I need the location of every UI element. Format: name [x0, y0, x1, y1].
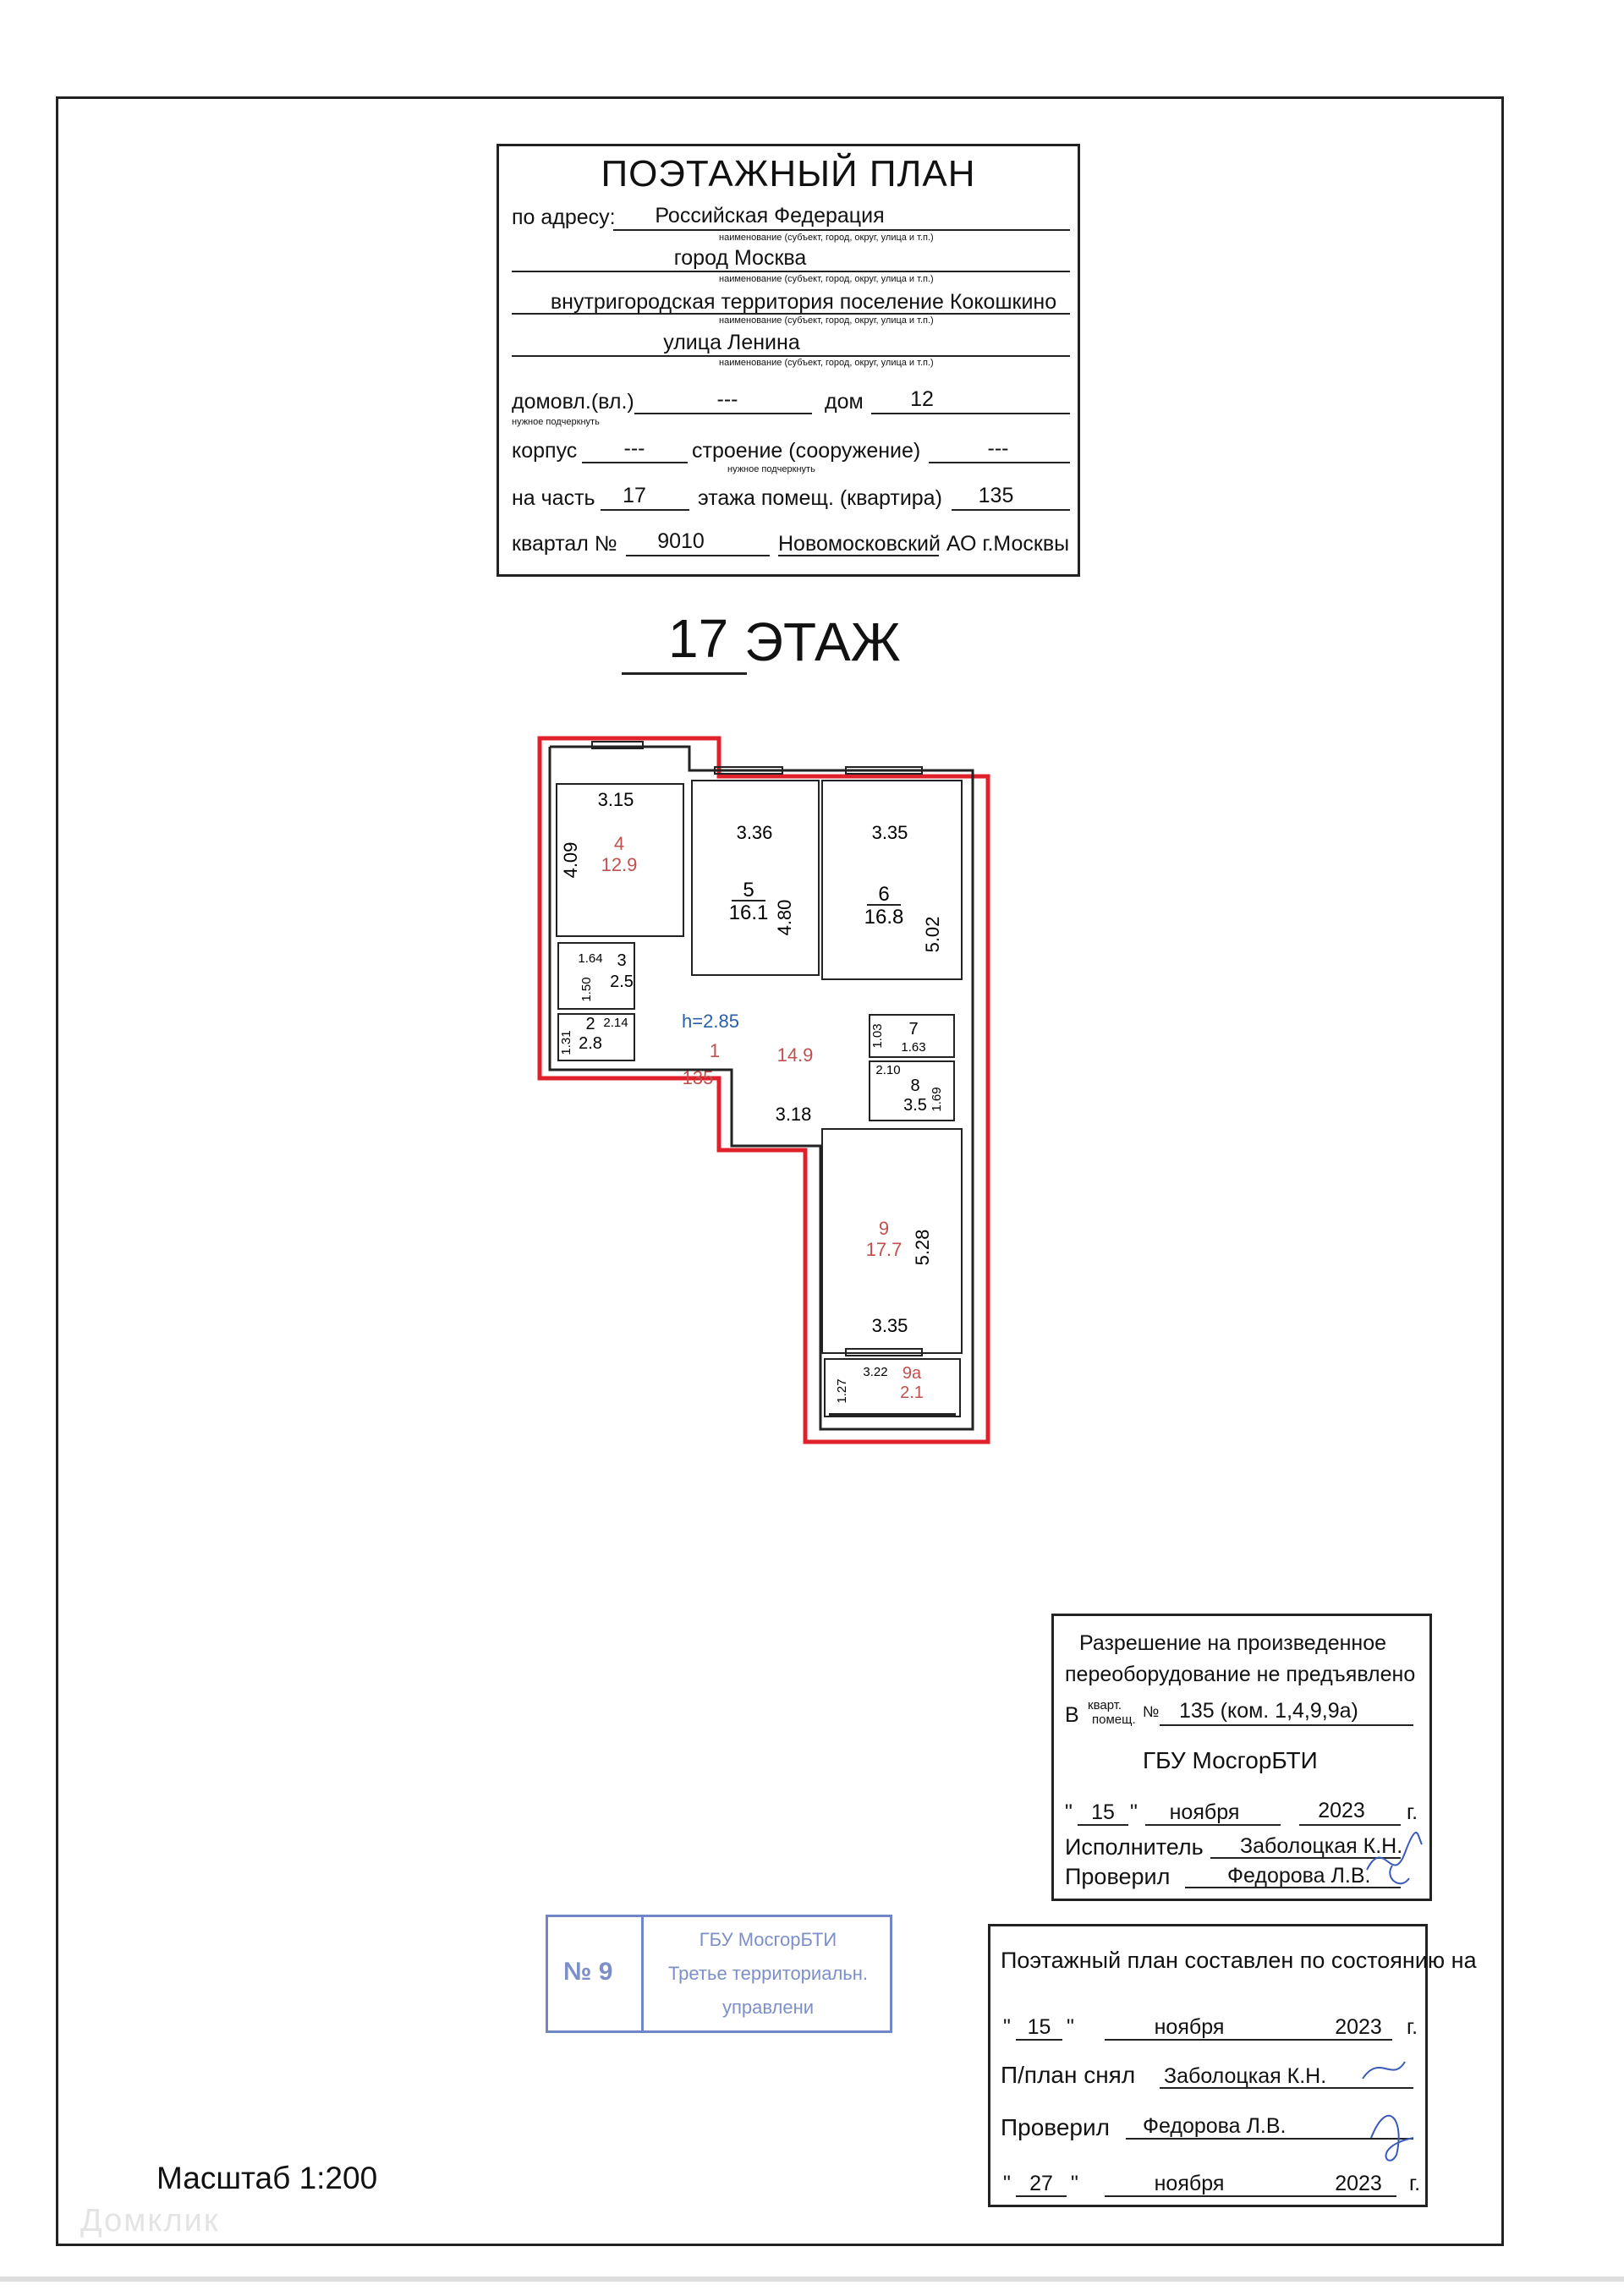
dim-label: 1.63 — [901, 1040, 926, 1055]
domovl-label: домовл.(вл.) — [512, 390, 634, 414]
room-area: 16.1 — [728, 901, 769, 924]
street-value: улица Ленина — [663, 331, 800, 354]
state-year2: 2023 — [1335, 2172, 1382, 2195]
floor-plan — [524, 723, 998, 1450]
dim-label: 3.35 — [871, 1315, 908, 1336]
apartment-number: 135 — [682, 1067, 714, 1088]
stroenie-value: --- — [987, 436, 1009, 460]
room-number: 9 — [878, 1218, 890, 1239]
room-area: 17.7 — [865, 1239, 903, 1260]
executor-value: Заболоцкая К.Н. — [1240, 1834, 1403, 1858]
room-number: 7 — [908, 1020, 919, 1038]
permission-no-label: № — [1143, 1703, 1160, 1720]
dim-label: 4.09 — [560, 841, 581, 879]
room-number: 2 — [585, 1015, 595, 1033]
dom-value: 12 — [910, 387, 934, 411]
part-label: на часть — [512, 486, 595, 510]
underline-hint-1: нужное подчеркнуть — [512, 417, 600, 427]
dim-label: 1.27 — [835, 1378, 849, 1404]
dim-label: 1.69 — [930, 1087, 944, 1112]
stroenie-label: строение (сооружение) — [692, 439, 921, 463]
stamp-number: № 9 — [563, 1958, 613, 1986]
ceiling-height: h=2.85 — [682, 1011, 739, 1032]
korpus-label: корпус — [512, 439, 578, 463]
room-number: 9а — [902, 1364, 922, 1383]
room-area: 2.1 — [900, 1384, 924, 1402]
permission-day: 15 — [1091, 1800, 1115, 1824]
stamp-line1: ГБУ МосгорБТИ — [699, 1929, 837, 1950]
domovl-value: --- — [716, 387, 738, 411]
state-checker-label: Проверил — [1001, 2114, 1110, 2140]
country-value: Российская Федерация — [655, 204, 885, 227]
taken-label: П/план снял — [1001, 2062, 1136, 2088]
dim-label: 3.18 — [775, 1104, 812, 1125]
hint-3: наименование (субъект, город, округ, улица и т.п.) — [719, 315, 934, 326]
signature-image — [1358, 1819, 1426, 1895]
permission-line1: Разрешение на произведенное — [1079, 1631, 1387, 1655]
room-area: 16.8 — [864, 906, 904, 929]
permission-v-label: В — [1065, 1703, 1079, 1727]
apartment-outline — [540, 738, 988, 1442]
settlement-value: внутригородская территория поселение Кокошкино — [550, 290, 1057, 314]
permission-no-value: 135 (ком. 1,4,9,9а) — [1179, 1699, 1358, 1723]
taken-value: Заболоцкая К.Н. — [1164, 2064, 1327, 2088]
dim-label: 1.31 — [559, 1030, 573, 1055]
stamp-line2: Третье территориальн. — [667, 1963, 869, 1984]
district-value: Новомосковский АО г.Москвы — [778, 532, 1070, 556]
state-box: Поэтажный план составлен по состоянию на " 15 " ноября 2023 г. П/план снял Заболоцкая К.Н. Проверил Федорова Л.В. " 27 " ноября 2023 г. — [988, 1924, 1428, 2207]
state-month: ноября — [1154, 2015, 1225, 2039]
floor-room-label: этажа помещ. (квартира) — [698, 486, 942, 510]
header-box — [497, 144, 1080, 577]
dim-label: 2.14 — [603, 1016, 628, 1030]
hint-2: наименование (субъект, город, округ, улица и т.п.) — [719, 274, 934, 284]
dom-label: дом — [825, 390, 864, 414]
permission-month: ноября — [1169, 1800, 1240, 1824]
dim-label: 5.28 — [912, 1229, 933, 1266]
kvartal-value: 9010 — [657, 529, 705, 553]
room-number: 1 — [709, 1040, 721, 1061]
city-value: город Москва — [673, 246, 807, 270]
dim-label: 4.80 — [774, 899, 795, 936]
signature-image — [1354, 2045, 1422, 2172]
checker-value: Федорова Л.В. — [1227, 1864, 1371, 1888]
state-day2: 27 — [1029, 2172, 1053, 2195]
watermark-text: Домклик — [80, 2203, 220, 2238]
dim-label: 3.35 — [871, 822, 908, 843]
stamp-line3: управлени — [721, 1997, 815, 2018]
kvartal-label: квартал № — [512, 532, 617, 556]
dim-label: 1.64 — [578, 951, 603, 966]
dim-label: 1.03 — [870, 1023, 885, 1049]
room-number: 6 — [878, 883, 890, 906]
part-value: 17 — [623, 484, 646, 507]
room-number: 5 — [743, 879, 754, 901]
room-number: 8 — [910, 1077, 920, 1095]
dim-label: 3.22 — [863, 1365, 888, 1379]
dim-label: 3.36 — [736, 822, 773, 843]
bti-stamp — [546, 1915, 892, 2033]
room-area: 14.9 — [776, 1044, 814, 1066]
floor-number: 17 — [668, 608, 729, 669]
permission-line2: переоборудование не предъявлено — [1065, 1663, 1416, 1686]
room-number: 3 — [617, 951, 627, 970]
state-title: Поэтажный план составлен по состоянию на — [1001, 1948, 1477, 1973]
state-year-suffix: г. — [1407, 2015, 1418, 2039]
dim-label: 5.02 — [922, 916, 943, 953]
state-year: 2023 — [1335, 2015, 1382, 2039]
state-day: 15 — [1027, 2015, 1051, 2039]
floor-room-value: 135 — [978, 484, 1014, 507]
permission-year-suffix: г. — [1407, 1800, 1418, 1824]
room-area: 12.9 — [601, 854, 638, 875]
state-month2: ноября — [1154, 2172, 1225, 2195]
permission-kv-top: кварт. — [1088, 1698, 1122, 1712]
page-title: ПОЭТАЖНЫЙ ПЛАН — [601, 153, 976, 195]
permission-org: ГБУ МосгорБТИ — [1143, 1747, 1318, 1773]
korpus-value: --- — [623, 436, 645, 460]
dim-label: 1.50 — [579, 977, 594, 1002]
permission-box: Разрешение на произведенное переоборудование не предъявлено В кварт. помещ. № 135 (ком. 1,4,9,9а) ГБУ МосгорБТИ " 15 " ноября 2023 г. Исполнитель Заболоцкая К.Н. Проверил Федорова Л.В. — [1051, 1614, 1432, 1901]
permission-kv-bottom: помещ. — [1092, 1712, 1136, 1727]
state-checker-value: Федорова Л.В. — [1143, 2114, 1287, 2138]
permission-year: 2023 — [1318, 1799, 1365, 1822]
underline-hint-2: нужное подчеркнуть — [727, 464, 815, 474]
address-label: по адресу: — [512, 205, 616, 229]
hint-1: наименование (субъект, город, округ, улица и т.п.) — [719, 233, 934, 243]
state-year2-suffix: г. — [1409, 2172, 1421, 2195]
executor-label: Исполнитель — [1065, 1834, 1204, 1860]
dim-label: 3.15 — [597, 789, 634, 810]
room-area: 2.8 — [579, 1034, 602, 1053]
room-area: 2.5 — [610, 973, 634, 991]
room-area: 3.5 — [903, 1096, 927, 1115]
scale-label: Масштаб 1:200 — [156, 2161, 378, 2195]
hint-4: наименование (субъект, город, округ, улица и т.п.) — [719, 358, 934, 368]
floor-label: ЭТАЖ — [744, 611, 901, 672]
room-number: 4 — [613, 833, 625, 854]
dim-label: 2.10 — [875, 1063, 901, 1077]
checker-label: Проверил — [1065, 1864, 1171, 1889]
